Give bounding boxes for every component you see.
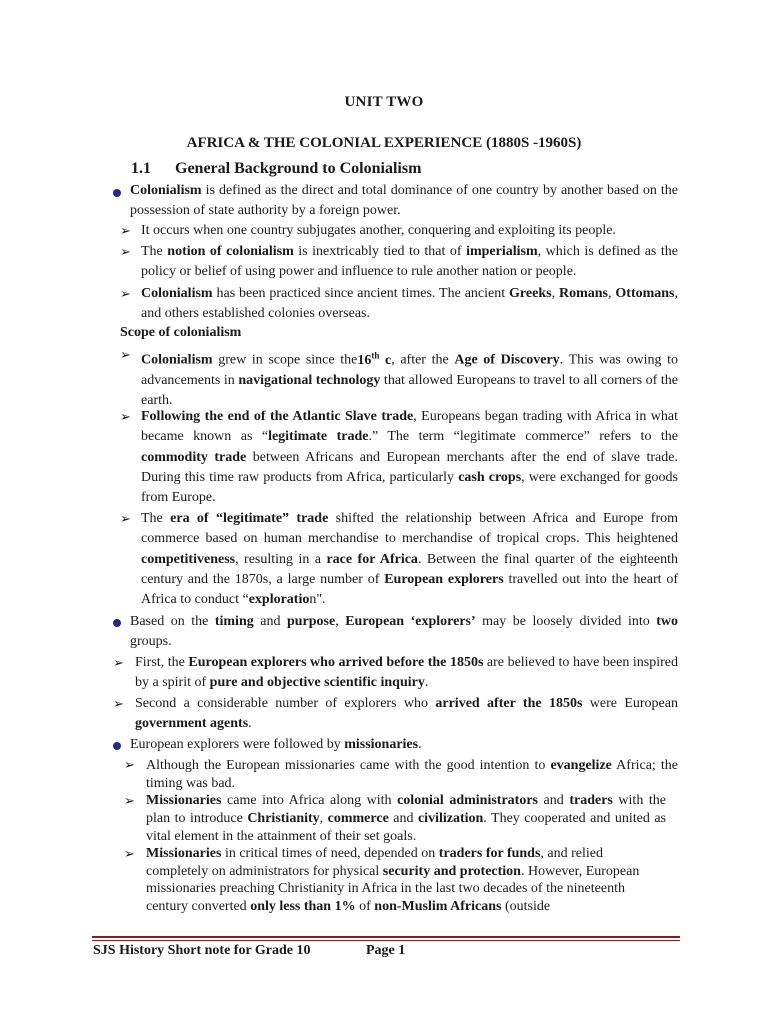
list-item: First, the European explorers who arrived before the 1850s are believed to have been inspired by a spirit of pure and objective scientific inquiry.	[135, 655, 679, 691]
circle-bullet-icon	[113, 189, 121, 197]
list-item: It occurs when one country subjugates another, conquering and exploiting its people.	[141, 223, 616, 238]
paragraph-missionaries: European explorers were followed by missionaries.	[130, 737, 422, 752]
list-item: Although the European missionaries came with the good intention to evangelize Africa; the timing was bad.	[146, 758, 678, 791]
list-item: Following the end of the Atlantic Slave trade, Europeans began trading with Africa in what became known as “legitimate trade.” The term “legitimate commerce” refers to the commodity trade between Africans and European merchants after the end of slave trade. During this time raw products from Africa, particularly cash crops, were exchanged for goods from Europe.	[141, 409, 678, 506]
list-item: Second a considerable number of explorers who arrived after the 1850s were European government agents.	[135, 696, 678, 732]
circle-bullet-icon	[113, 619, 121, 627]
list-item: Missionaries came into Africa along with colonial administrators and traders with the plan to introduce Christianity, commerce and civilization. They cooperated and united as vital element in the attainment of their set goals.	[146, 793, 666, 844]
paragraph-colonialism-definition: Colonialism is defined as the direct and total dominance of one country by another based on the possession of state authority by a foreign power.	[130, 183, 678, 219]
arrow-bullet-icon: ➢	[120, 347, 131, 362]
footer-rule	[92, 936, 680, 938]
list-item: Colonialism has been practiced since ancient times. The ancient Greeks, Romans, Ottomans, and others established colonies overseas.	[141, 286, 679, 322]
list-item: The notion of colonialism is inextricably tied to that of imperialism, which is defined as the policy or belief of using power and influence to rule another nation or people.	[141, 244, 678, 280]
arrow-bullet-icon: ➢	[120, 286, 131, 301]
arrow-bullet-icon: ➢	[113, 655, 124, 670]
arrow-bullet-icon: ➢	[124, 757, 135, 772]
arrow-bullet-icon: ➢	[120, 223, 131, 238]
arrow-bullet-icon: ➢	[124, 846, 135, 861]
arrow-bullet-icon: ➢	[113, 696, 124, 711]
list-item: Missionaries in critical times of need, depended on traders for funds, and relied completely on administrators for physical security and protection. However, European missionaries preaching Christianity in Africa in the last two decades of the nineteenth century converted only less than 1% of non-Muslim Africans (outside	[146, 846, 640, 914]
unit-title: UNIT TWO	[344, 94, 424, 110]
arrow-bullet-icon: ➢	[120, 244, 131, 259]
footer-title: SJS History Short note for Grade 10	[93, 943, 311, 958]
footer-rule	[92, 940, 680, 941]
arrow-bullet-icon: ➢	[120, 409, 131, 424]
arrow-bullet-icon: ➢	[120, 511, 131, 526]
section-title: General Background to Colonialism	[175, 160, 422, 177]
subheading: Scope of colonialism	[120, 325, 242, 340]
section-number: 1.1	[131, 160, 151, 177]
paragraph-explorer-groups: Based on the timing and purpose, European ‘explorers’ may be loosely divided into two groups.	[130, 614, 679, 650]
list-item: The era of “legitimate” trade shifted the relationship between Africa and Europe from commerce based on human merchandise to merchandise of tropical crops. This heightened competitiveness, resulting in a race for Africa. Between the final quarter of the eighteenth century and the 1870s, a large number of European explorers travelled out into the heart of Africa to conduct “exploration".	[141, 511, 679, 608]
circle-bullet-icon	[113, 742, 121, 750]
list-item: Colonialism grew in scope since the16th c, after the Age of Discovery. This was owing to advancements in navigational technology that allowed Europeans to travel to all corners of the earth.	[141, 350, 679, 409]
document-title: AFRICA & THE COLONIAL EXPERIENCE (1880S -1960S)	[186, 135, 582, 151]
page-number: Page 1	[366, 943, 406, 958]
section-heading	[131, 160, 421, 178]
arrow-bullet-icon: ➢	[124, 793, 135, 808]
